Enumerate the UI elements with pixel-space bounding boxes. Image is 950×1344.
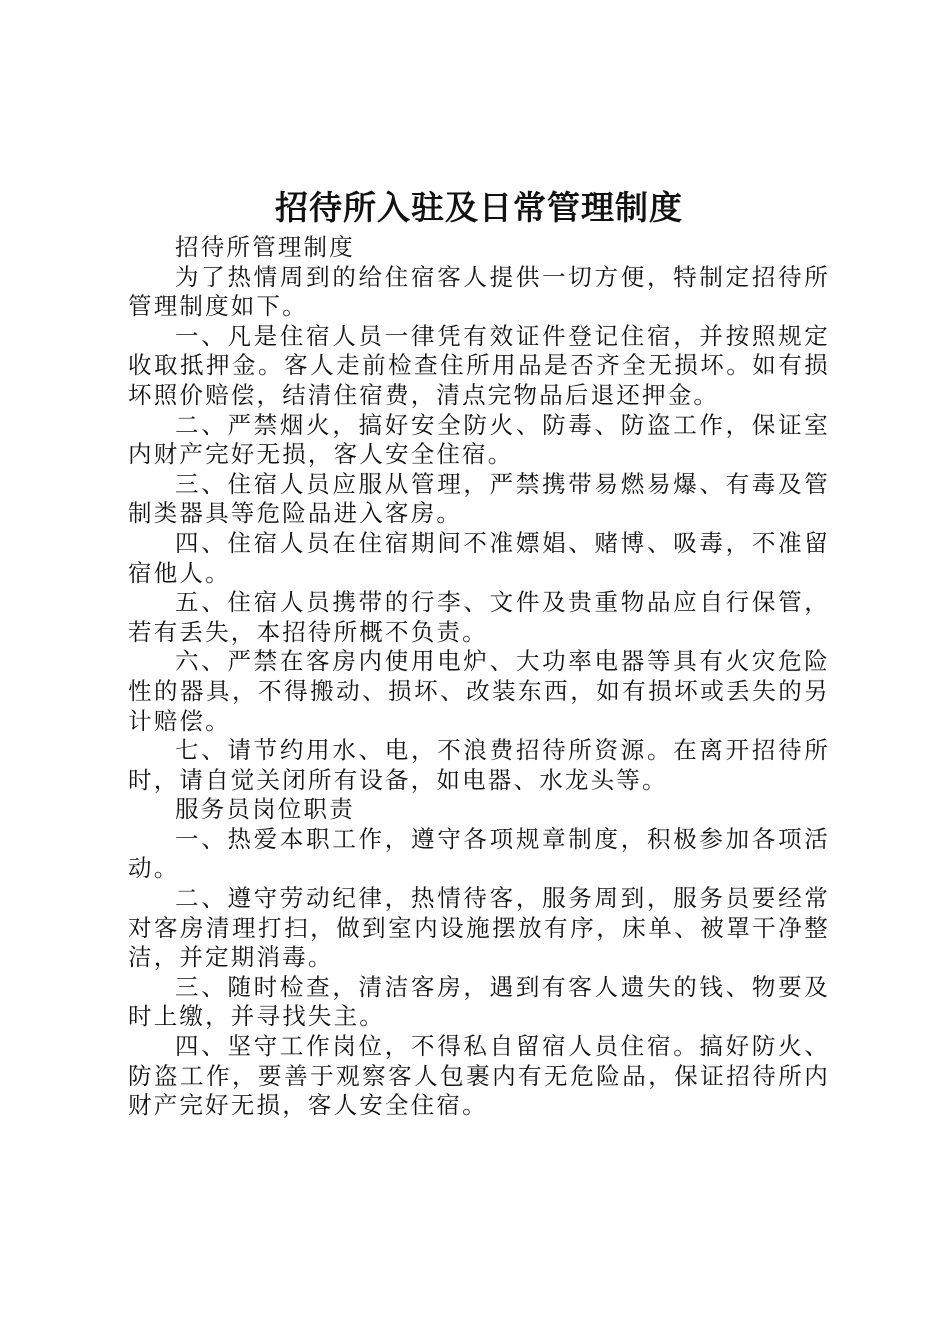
- document-body: [128, 233, 830, 1121]
- duty-paragraph: 三、随时检查，清洁客房，遇到有客人遗失的钱、物要及时上缴，并寻找失主。: [128, 972, 830, 1031]
- duty-paragraph: 一、热爱本职工作，遵守各项规章制度，积极参加各项活动。: [128, 824, 830, 883]
- rule-paragraph: 二、严禁烟火，搞好安全防火、防毒、防盗工作，保证室内财产完好无损，客人安全住宿。: [128, 410, 830, 469]
- section-heading-duties: 服务员岗位职责: [175, 795, 355, 824]
- duty-paragraph: 四、坚守工作岗位，不得私自留宿人员住宿。搞好防火、防盗工作，要善于观察客人包裹内有无危险品，保证招待所内财产完好无损，客人安全住宿。: [128, 1032, 830, 1120]
- rule-paragraph: 六、严禁在客房内使用电炉、大功率电器等具有火灾危险性的器具，不得搬动、损坏、改装东西，如有损坏或丢失的另计赔偿。: [128, 647, 830, 735]
- document-page: [128, 183, 830, 1121]
- duty-paragraph: 二、遵守劳动纪律，热情待客，服务周到，服务员要经常对客房清理打扫，做到室内设施摆放有序，床单、被罩干净整洁，并定期消毒。: [128, 884, 830, 972]
- rule-paragraph: 三、住宿人员应服从管理，严禁携带易燃易爆、有毒及管制类器具等危险品进入客房。: [128, 469, 830, 528]
- section-heading-management: 招待所管理制度: [175, 233, 355, 261]
- rule-paragraph: 五、住宿人员携带的行李、文件及贵重物品应自行保管，若有丢失，本招待所概不负责。: [128, 588, 830, 646]
- rule-paragraph: 一、凡是住宿人员一律凭有效证件登记住宿，并按照规定收取抵押金。客人走前检查住所用品是否齐全无损坏。如有损坏照价赔偿，结清住宿费，清点完物品后退还押金。: [128, 321, 830, 409]
- rule-paragraph: 七、请节约用水、电，不浪费招待所资源。在离开招待所时，请自觉关闭所有设备，如电器、水龙头等。: [128, 736, 830, 794]
- intro-paragraph: 为了热情周到的给住宿客人提供一切方便，特制定招待所管理制度如下。: [128, 262, 830, 321]
- rule-paragraph: 四、住宿人员在住宿期间不准嫖娼、赌博、吸毒，不准留宿他人。: [128, 528, 830, 587]
- document-title: 招待所入驻及日常管理制度: [275, 188, 683, 227]
